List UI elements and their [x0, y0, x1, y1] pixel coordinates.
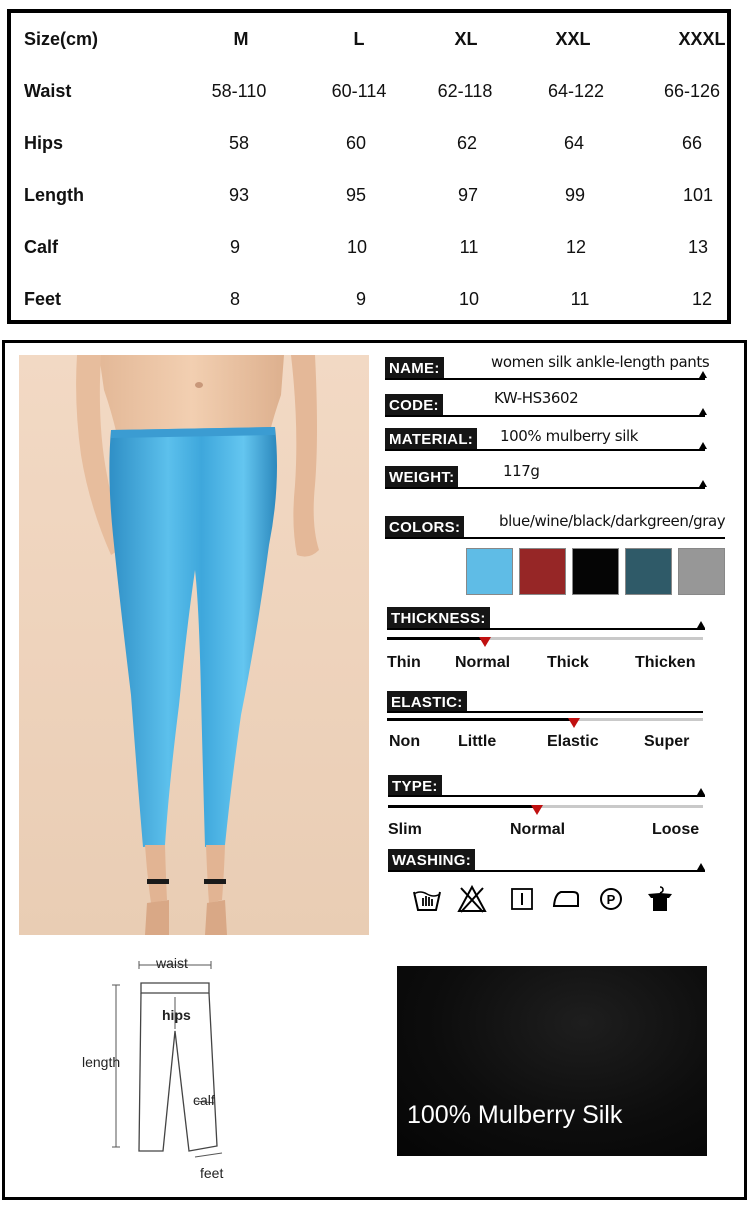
- swatch-wine[interactable]: [519, 548, 566, 595]
- table-row: [11, 169, 727, 221]
- divider-tip: [697, 621, 705, 628]
- spec-code-label: CODE:: [385, 394, 443, 415]
- size-l: L: [353, 29, 365, 49]
- row-label: Calf: [24, 237, 59, 257]
- divider-tip: [699, 480, 707, 487]
- spec-weight-value: 117g: [503, 462, 540, 480]
- table-row: [11, 65, 727, 117]
- thickness-option-thick: Thick: [547, 654, 589, 671]
- row-label: Length: [24, 185, 84, 205]
- cell: 64: [563, 133, 585, 153]
- hang-dry-icon: [645, 884, 675, 914]
- size-xxl: XXL: [555, 29, 591, 49]
- cell: 60: [345, 133, 367, 153]
- swatch-blue[interactable]: [466, 548, 513, 595]
- cell: 10: [346, 237, 368, 257]
- thickness-label: THICKNESS:: [387, 607, 490, 628]
- cell: 58-110: [211, 81, 267, 101]
- cell: 62: [456, 133, 478, 153]
- product-photo: [19, 355, 369, 935]
- diagram-hips-label: hips: [162, 1007, 191, 1023]
- diagram-waist-label: waist: [156, 955, 188, 971]
- divider-tip: [699, 442, 707, 449]
- cell: 8: [229, 289, 240, 309]
- table-row: [11, 117, 727, 169]
- elastic-option-elastic: Elastic: [547, 733, 599, 750]
- line-dry-icon: [507, 884, 537, 914]
- size-chart-table: [7, 9, 731, 324]
- divider: [385, 378, 705, 380]
- divider: [385, 537, 725, 539]
- divider-tip: [699, 371, 707, 378]
- model-illustration: [19, 355, 369, 935]
- divider: [388, 870, 705, 872]
- spec-material-label: MATERIAL:: [385, 428, 477, 449]
- no-bleach-icon: [457, 884, 487, 914]
- cell: 13: [687, 237, 709, 257]
- row-label: Waist: [24, 81, 72, 101]
- cell: 58: [228, 133, 250, 153]
- cell: 66-126: [663, 81, 721, 101]
- table-row: [11, 221, 727, 273]
- size-xxxl: XXXL: [678, 29, 726, 49]
- cell: 11: [570, 289, 590, 309]
- elastic-option-non: Non: [389, 733, 421, 750]
- divider-tip: [699, 408, 707, 415]
- cell: 93: [228, 185, 250, 205]
- dry-clean-letter: P: [606, 892, 616, 907]
- diagram-length-label: length: [82, 1054, 121, 1070]
- spec-colors-value: blue/wine/black/darkgreen/gray: [499, 512, 726, 530]
- divider: [387, 711, 703, 713]
- spec-material-value: 100% mulberry silk: [500, 427, 639, 445]
- cell: 66: [681, 133, 703, 153]
- cell: 60-114: [331, 81, 387, 101]
- row-label: Hips: [24, 133, 64, 153]
- spec-name-label: NAME:: [385, 357, 444, 378]
- size-m: M: [233, 29, 249, 49]
- fabric-swatch-image: [397, 966, 707, 1156]
- thickness-option-normal: Normal: [455, 654, 511, 671]
- spec-name-value: women silk ankle-length pants: [491, 353, 710, 371]
- cell: 11: [459, 237, 479, 257]
- cell: 62-118: [437, 81, 493, 101]
- elastic-option-super: Super: [644, 733, 690, 750]
- swatch-darkgreen[interactable]: [625, 548, 672, 595]
- hand-wash-icon: [412, 884, 442, 914]
- swatch-black[interactable]: [572, 548, 619, 595]
- cell: 10: [458, 289, 480, 309]
- elastic-label: ELASTIC:: [387, 691, 467, 712]
- type-marker: [531, 805, 543, 815]
- cell: 64-122: [547, 81, 605, 101]
- type-option-loose: Loose: [652, 821, 700, 838]
- divider: [385, 415, 705, 417]
- thickness-marker: [479, 637, 491, 647]
- pants-outline-diagram: [19, 941, 374, 1196]
- spec-code-value: KW-HS3602: [494, 389, 579, 407]
- swatch-gray[interactable]: [678, 548, 725, 595]
- fabric-caption: 100% Mulberry Silk: [407, 1101, 623, 1129]
- cell: 95: [345, 185, 367, 205]
- cell: 12: [565, 237, 587, 257]
- elastic-marker: [568, 718, 580, 728]
- divider: [388, 795, 705, 797]
- size-header-row: [11, 13, 727, 65]
- measurement-diagram: [19, 941, 374, 1196]
- divider: [385, 449, 705, 451]
- elastic-option-little: Little: [458, 733, 497, 750]
- size-header-label: Size(cm): [24, 29, 99, 49]
- thickness-option-thicken: Thicken: [635, 654, 696, 671]
- cell: 99: [564, 185, 586, 205]
- row-label: Feet: [24, 289, 62, 309]
- spec-colors-label: COLORS:: [385, 516, 464, 537]
- divider: [387, 628, 705, 630]
- product-card: [2, 340, 747, 1200]
- thickness-scale-fill: [387, 637, 485, 640]
- cell: 9: [229, 237, 240, 257]
- dry-clean-icon: [596, 884, 626, 914]
- table-row: [11, 273, 727, 325]
- thickness-option-thin: Thin: [387, 654, 421, 671]
- type-option-slim: Slim: [388, 821, 422, 838]
- elastic-scale-fill: [387, 718, 577, 721]
- size-xl: XL: [454, 29, 478, 49]
- divider: [385, 487, 705, 489]
- cell: 97: [457, 185, 479, 205]
- cell: 101: [682, 185, 714, 205]
- cell: 12: [691, 289, 713, 309]
- type-label: TYPE:: [388, 775, 442, 796]
- diagram-calf-label: calf: [193, 1092, 215, 1108]
- spec-weight-label: WEIGHT:: [385, 466, 458, 487]
- divider-tip: [697, 863, 705, 870]
- washing-label: WASHING:: [388, 849, 475, 870]
- type-scale-fill: [388, 805, 536, 808]
- type-option-normal: Normal: [510, 821, 566, 838]
- diagram-feet-label: feet: [200, 1165, 224, 1181]
- cell: 9: [355, 289, 366, 309]
- iron-low-icon: [551, 884, 581, 914]
- divider-tip: [697, 788, 705, 795]
